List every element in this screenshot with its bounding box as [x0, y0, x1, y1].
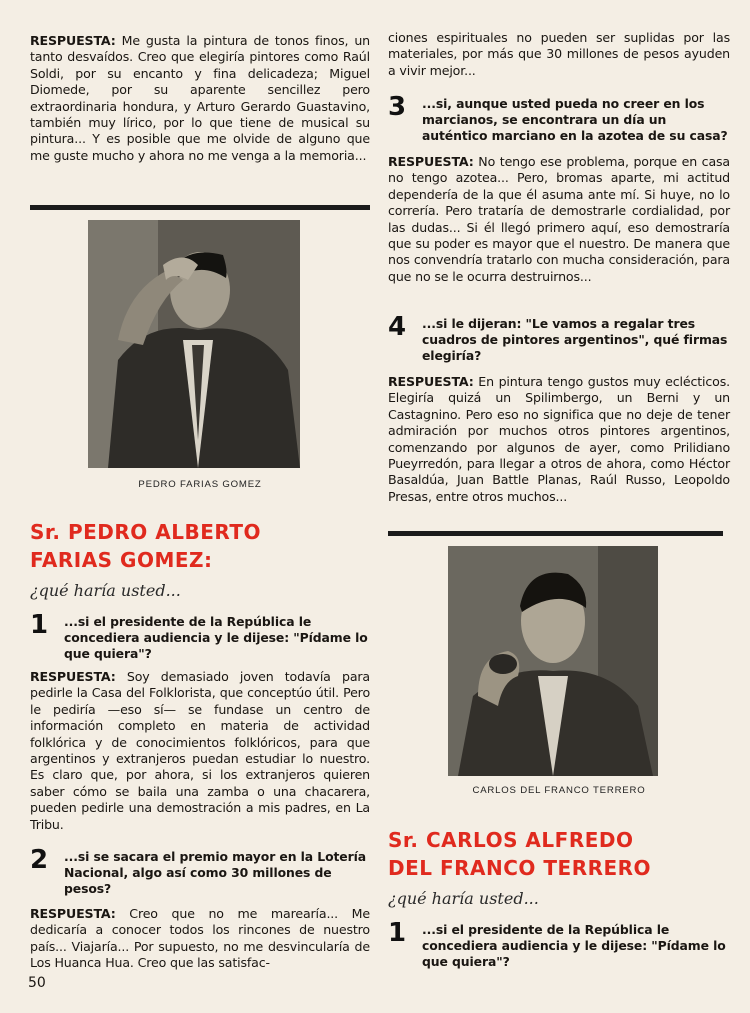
section-divider [30, 205, 370, 210]
page-number: 50 [28, 975, 46, 991]
section-subtitle: ¿qué haría usted... [388, 889, 539, 908]
interviewee-name [388, 826, 730, 882]
answer-text: Me gusta la pintura de tonos finos, un tanto desvaídos. Creo que elegiría pintores como Raúl Soldi, por su encanto y fina delicadeza; Miguel Diomede, por su aparente sencillez pero extraordinaria hondura, y Arturo Gerardo Guastavino, también muy lírico, por lo que tiene de musical su pintura... Y es posible que me olvide de alguno que me guste mucho y ahora no me venga a la memoria... [30, 33, 370, 163]
intro-answer [30, 33, 370, 164]
question-1 [30, 610, 370, 662]
question-number: 3 [388, 92, 407, 122]
question-number: 1 [30, 610, 49, 640]
name-line: DEL FRANCO TERRERO [388, 856, 652, 880]
answer-1 [30, 669, 370, 833]
portrait-photo-carlos [448, 546, 658, 776]
name-line: FARIAS GOMEZ: [30, 548, 213, 572]
question-number: 1 [388, 918, 407, 948]
question-number: 4 [388, 312, 407, 342]
answer-text: Soy demasiado joven todavía para pedirle la Casa del Folklorista, que conceptúo útil. Pero le pediría —eso sí— se fundase un centro de información completo en materia de actividad folklórica y de conocimientos folklóricos, para que argentinos y extranjeros puedan estudiar lo nuestro. Es claro que, por ahora, si los extranjeros quieren saber cómo se baila una zamba o una chacarera, pueden pedirle una demostración a mis padres, en La Tribu. [30, 669, 370, 832]
question-3 [388, 92, 730, 144]
name-line: Sr. CARLOS ALFREDO [388, 828, 634, 852]
answer-4 [388, 374, 730, 505]
section-subtitle: ¿qué haría usted... [30, 581, 181, 600]
continued-answer: ciones espirituales no pueden ser suplidas por las materiales, por más que 30 millones de pesos ayuden a vivir mejor... [388, 30, 730, 78]
answer-label: RESPUESTA: [388, 374, 474, 389]
answer-label: RESPUESTA: [388, 154, 474, 169]
answer-2 [30, 906, 370, 972]
question-text: ...si le dijeran: "Le vamos a regalar tres cuadros de pintores argentinos", qué firmas elegiría? [422, 316, 728, 363]
question-text: ...si, aunque usted pueda no creer en los marcianos, se encontrara un día un auténtico marciano en la azotea de su casa? [422, 96, 728, 143]
section-divider [388, 531, 723, 536]
photo-caption: PEDRO FARIAS GOMEZ [138, 479, 262, 490]
name-line: Sr. PEDRO ALBERTO [30, 520, 262, 544]
question-2 [30, 845, 370, 897]
photo-caption: CARLOS DEL FRANCO TERRERO [472, 785, 646, 796]
question-4 [388, 312, 730, 364]
question-number: 2 [30, 845, 49, 875]
answer-text: Creo que no me marearía... Me dedicaría a conocer todos los rincones de nuestro país... Viajaría... Por supuesto, no me desvincularía de Los Huanca Hua. Creo que las satisfac- [30, 906, 370, 971]
answer-3 [388, 154, 730, 285]
answer-label: RESPUESTA: [30, 33, 116, 48]
interviewee-name [30, 518, 370, 574]
question-1 [388, 918, 730, 970]
question-text: ...si el presidente de la República le concediera audiencia y le dijese: "Pídame lo que quiera"? [64, 614, 368, 661]
answer-text: No tengo ese problema, porque en casa no tengo azotea... Pero, bromas aparte, mi actitud dependería de la que él asuma ante mí. Si huye, no lo correría. Pero trataría de demostrarle cordialidad, por las dudas... Si él llegó primero aquí, eso demostraría que su poder es mayor que el nuestro. De manera que nos convendría tratarlo con mucha consideración, para que no se le ocurra destruirnos... [388, 154, 730, 284]
portrait-photo-pedro [88, 220, 300, 468]
answer-label: RESPUESTA: [30, 906, 116, 921]
question-text: ...si se sacara el premio mayor en la Lotería Nacional, algo así como 30 millones de pesos? [64, 849, 367, 896]
question-text: ...si el presidente de la República le concediera audiencia y le dijese: "Pídame lo que quiera"? [422, 922, 726, 969]
answer-text: En pintura tengo gustos muy eclécticos. Elegiría quizá un Spilimbergo, un Berni y un Castagnino. Pero eso no significa que no deje de tener admiración por muchos otros pintores argentinos, comenzando por algunos de ayer, como Prilidiano Pueyrredón, para llegar a otros de ahora, como Héctor Basaldúa, Juan Battle Planas, Raúl Russo, Leopoldo Presas, entre otros muchos... [388, 374, 730, 504]
answer-label: RESPUESTA: [30, 669, 116, 684]
